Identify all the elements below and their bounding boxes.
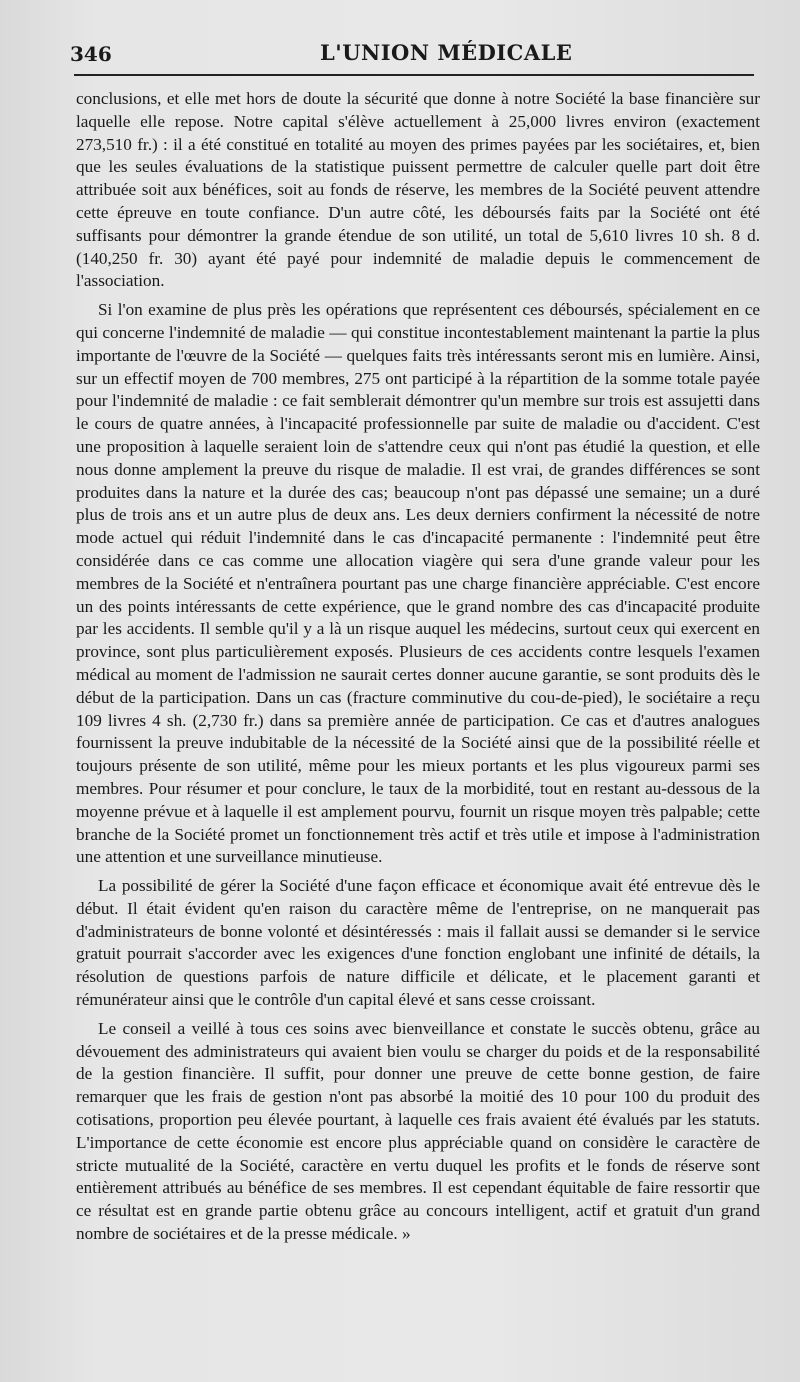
header-rule (74, 74, 754, 76)
page-header (70, 40, 760, 70)
body-text (76, 88, 760, 1252)
running-title: L'UNION MÉDICALE (320, 40, 573, 65)
page-number: 346 (70, 42, 112, 66)
paragraph-4: Le conseil a veillé à tous ces soins avec bienveillance et constate le succès obtenu, grâce au dévouement des administrateurs qui avaient bien voulu se charger du poids et de la responsabilité de la gestion financière. Il suffit, pour donner une preuve de cette bonne gestion, de faire remarquer que les frais de gestion n'ont pas absorbé la moitié des 10 pour 100 du produit des cotisations, proportion peu élevée pourtant, à laquelle ces frais avaient été évalués par les statuts. L'importance de cette économie est encore plus appréciable quand on considère le caractère de stricte mutualité de la Société, caractère en vertu duquel les profits et le fonds de réserve sont entièrement attribués au bénéfice de ses membres. Il est cependant équitable de faire ressortir que ce résultat est en grande partie obtenu grâce au concours intelligent, actif et gratuit d'un grand nombre de sociétaires et de la presse médicale. » (76, 1018, 760, 1244)
paragraph-2: Si l'on examine de plus près les opérations que représentent ces déboursés, spécialement en ce qui concerne l'indemnité de maladie — qui constitue incontestablement maintenant la partie la plus importante de l'œuvre de la Société — quelques faits très intéressants seront mis en lumière. Ainsi, sur un effectif moyen de 700 membres, 275 ont participé à la répartition de la somme totale payée pour l'indemnité de maladie : ce fait semblerait démontrer qu'un membre sur trois est assujetti dans le cours de quatre années, à l'incapacité professionnelle par suite de maladie ou d'accident. C'est une proposition à laquelle seraient loin de s'attendre ceux qui n'ont pas étudié la question, et elle nous donne amplement la preuve du risque de maladie. Il est vrai, de grandes différences se sont produites dans la nature et la durée des cas; beaucoup n'ont pas dépassé une semaine; un a duré plus de trois ans et un autre plus de deux ans. Les deux derniers confirment la nécessité de notre mode actuel qui réduit l'indemnité dans le cas d'incapacité permanente : l'indemnité peut être considérée dans ce cas comme une allocation viagère qui sera d'une grande valeur pour les membres de la Société et n'entraînera pourtant pas une charge financière appréciable. C'est encore un des points intéressants de cette expérience, que le grand nombre des cas d'incapacité produite par les accidents. Il semble qu'il y a là un risque auquel les médecins, surtout ceux qui exercent en province, sont plus particulièrement exposés. Plusieurs de ces accidents contre lesquels l'examen médical au moment de l'admission ne saurait certes donner aucune garantie, se sont produits dès le début de la participation. Dans un cas (fracture comminutive du cou-de-pied), le sociétaire a reçu 109 livres 4 sh. (2,730 fr.) dans sa première année de participation. Ce cas et d'autres analogues fournissent la preuve indubitable de la nécessité de la Société ainsi que de la possibilité réelle et toujours présente de son utilité, même pour les mieux portants et les plus vigoureux parmi ses membres. Pour résumer et pour conclure, le taux de la morbidité, tout en restant au-dessous de la moyenne prévue et à laquelle il est amplement pourvu, fournit un risque moyen très palpable; cette branche de la Société promet un fonctionnement très actif et très utile et impose à l'administration une attention et une surveillance minutieuse. (76, 300, 760, 867)
paragraph-3: La possibilité de gérer la Société d'une façon efficace et économique avait été entrevue dès le début. Il était évident qu'en raison du caractère même de l'entreprise, on ne manquerait pas d'administrateurs de bonne volonté et désintéressés : mais il fallait aussi se demander si le service gratuit pourrait s'accorder avec les exigences d'une fonction englobant une infinité de détails, la résolution de questions parfois de nature difficile et délicate, et le placement garanti et rémunérateur ainsi que le contrôle d'un capital élevé et sans cesse croissant. (76, 876, 760, 1010)
paragraph-1: conclusions, et elle met hors de doute la sécurité que donne à notre Société la base financière sur laquelle elle repose. Notre capital s'élève actuellement à 25,000 livres environ (exactement 273,510 fr.) : il a été constitué en totalité au moyen des primes payées par les sociétaires, et, bien que les seules évaluations de la statistique puissent permettre de calculer quelle part doit être attribuée soit aux bénéfices, soit au fonds de réserve, les membres de la Société peuvent attendre cette épreuve en toute confiance. D'un autre côté, les déboursés faits par la Société ont été suffisants pour démontrer la grande étendue de son utilité, un total de 5,610 livres 10 sh. 8 d. (140,250 fr. 30) ayant été payé pour indemnité de maladie depuis le commencement de l'association. (76, 89, 760, 291)
